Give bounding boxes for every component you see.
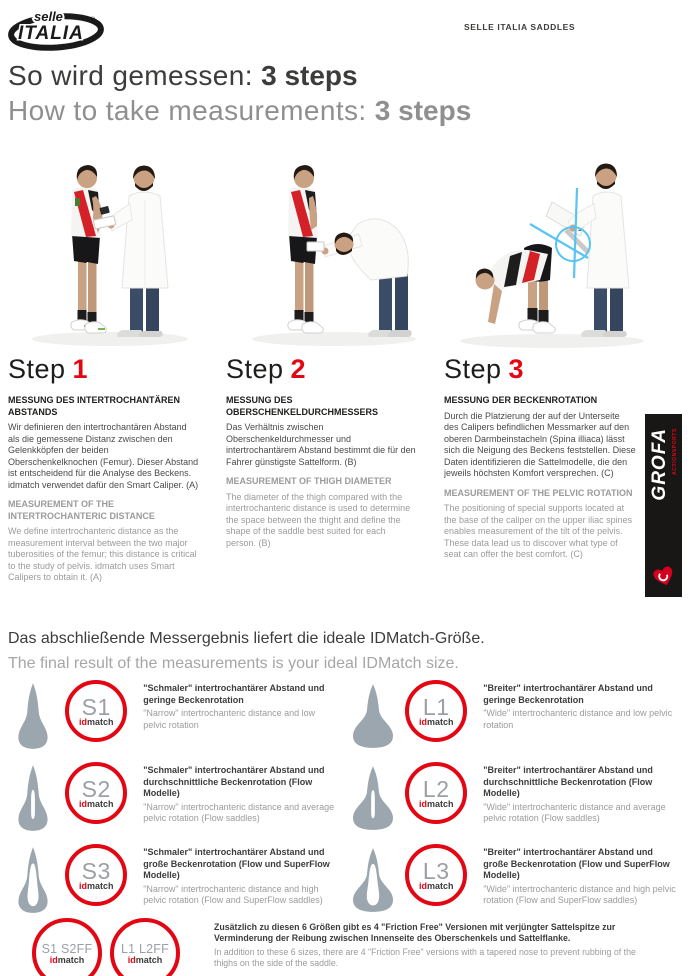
size-s2-german: "Schmaler" intertrochantärer Abstand und durchschnittliche Beckenrotation (Flow Modelle) [143,765,325,798]
photo-step-2-thigh [219,138,424,352]
step-3-de-text: Durch die Platzierung der auf der Unterseite des Calipers befindlichen Messmarker auf den oberen Darmbeinstacheln (Spina illiaca) lässt sich die Neigung des Beckens feststellen. Diese Daten identifizieren die Sattelmodelle, die den jeweils höchsten Komfort versprechen. (C) [444,410,636,478]
step-3-de-heading: MESSUNG DER BECKENROTATION [444,395,598,405]
size-row-s3 [8,844,340,926]
size-s3-english: "Narrow" intertrochanteric distance and high pelvic rotation (Flow and SuperFlow saddles) [143,883,323,905]
title-english-normal: How to take measurements: [8,95,367,126]
idmatch-logo: idmatch [78,798,114,809]
selle-italia-logo [8,6,104,57]
logo-italia-text: ITALIA [18,23,84,44]
saddle-wide-solid-icon [349,682,397,750]
step-1-de-heading: MESSUNG DES INTERTROCHANTÄREN ABSTANDS [8,395,181,417]
result-english: The final result of the measurements is your ideal IDMatch size. [8,655,459,672]
step-2-de-text: Das Verhältnis zwischen Oberschenkeldurchmesser und intertrochantärem Abstand bestimmt die für den Fahrer günstigste Sattelform. (B) [226,422,416,467]
page-title [8,58,471,128]
logo-selle-text: selle [34,9,63,24]
step-3-en-text: The positioning of special supports located at the base of the caliper on the upper iliac spines enables measurement of the tilt of the pelvis. These data lead us to discover what type of seat can offer the best comfort. (C) [444,503,633,559]
crosshair-vertical-line [574,188,577,278]
photo-step-1-caliper [8,138,208,352]
size-badge-s3: S3 idmatch [65,844,127,906]
idmatch-logo: idmatch [127,954,163,965]
size-l3-german: "Breiter" intertrochantärer Abstand und große Beckenrotation (Flow und SuperFlow Modelle) [483,847,670,880]
title-german [8,58,471,93]
saddle-wide-superflow-icon [349,846,397,914]
size-row-l1 [348,680,680,762]
step-1-en-text: We define intertrochanteric distance as the measurement interval between the two major tuberosities of the femur; this distance is critical to the study of pelvis. idmatch uses Smart Calipers to obtain it. (A) [8,526,197,582]
step-3-column [444,352,636,584]
saddle-narrow-flow-icon [13,764,53,832]
idmatch-logo: idmatch [418,798,454,809]
grofa-sub-text: ACTIONSPORTS [672,428,678,475]
step-2-en-heading: MEASUREMENT OF THIGH DIAMETER [226,476,392,486]
step-2-heading: Step 2 [226,354,307,384]
size-s2-english: "Narrow" intertrochanteric distance and average pelvic rotation (Flow saddles) [143,801,335,823]
result-statement [8,626,485,676]
idmatch-logo: idmatch [78,880,114,891]
step-2-number: 2 [290,354,307,384]
friction-free-section [32,918,660,976]
size-s1-german: "Schmaler" intertrochantärer Abstand und geringe Beckenrotation [143,683,325,705]
step-2-de-heading: MESSUNG DES OBERSCHENKELDURCHMESSERS [226,395,379,417]
steps-section [8,352,636,584]
title-german-normal: So wird gemessen: [8,60,253,91]
saddle-narrow-solid-icon [13,682,53,750]
grofa-banner [645,414,682,597]
header-right-text: SELLE ITALIA SADDLES [464,22,576,32]
idmatch-logo: idmatch [78,716,114,727]
idmatch-logo: idmatch [418,880,454,891]
idmatch-logo: idmatch [49,954,85,965]
size-l1-english: "Wide" intertrochanteric distance and low pelvic rotation [483,708,673,730]
grofa-brand-text: GROFA [649,428,670,501]
size-l2-german: "Breiter" intertrochantärer Abstand und durchschnittliche Beckenrotation (Flow Modelle) [483,765,653,798]
size-l3-english: "Wide" intertrochanteric distance and high pelvic rotation (Flow and SuperFlow saddles) [483,883,676,905]
step-1-de-text: Wir definieren den intertrochantären Abstand als die gemessene Distanz zwischen den Gelenkköpfen der beiden Oberschenkelknochen (Femur). Dieser Abstand ist entscheidend für die Analyse des Beckens. idmatch verwendet dafür den Smart Caliper. (A) [8,422,199,490]
size-s3-german: "Schmaler" intertrochantärer Abstand und große Beckenrotation (Flow und SuperFlow Modelle) [143,847,330,880]
friction-badge-l: L1 L2FF idmatch [110,918,180,976]
friction-english: In addition to these 6 sizes, there are 4 "Friction Free" versions with a tapered nose to prevent rubbing of the thighs on the side of the saddle. [214,947,636,968]
size-row-l3 [348,844,680,926]
saddle-narrow-superflow-icon [13,846,53,914]
friction-badge-s: S1 S2FF idmatch [32,918,102,976]
friction-german: Zusätzlich zu diesen 6 Größen gibt es 4 "Friction Free" Versionen mit verjüngter Sattelspitze zur Verminderung der Reibung zwischen Innenseite des Oberschenkels und Sattelflanke. [214,922,616,943]
measurement-photos [8,138,664,352]
title-german-bold: 3 steps [261,60,358,91]
result-german: Das abschließende Messergebnis liefert die ideale IDMatch-Größe. [8,630,485,647]
step-1-heading: Step 1 [8,354,89,384]
photo-step-3-pelvis [434,138,664,352]
idmatch-logo: idmatch [418,716,454,727]
grofa-heart-icon [652,565,676,588]
size-badge-s2: S2 idmatch [65,762,127,824]
step-1-column [8,352,200,584]
size-badge-l3: L3 idmatch [405,844,467,906]
size-badge-l2: L2 idmatch [405,762,467,824]
step-1-en-heading: MEASUREMENT OF THE INTERTROCHANTERIC DISTANCE [8,499,155,521]
saddle-wide-flow-icon [349,764,397,832]
size-row-s2 [8,762,340,844]
size-badge-s1: S1 idmatch [65,680,127,742]
title-english [8,93,471,128]
title-english-bold: 3 steps [374,95,472,126]
size-badge-l1: L1 idmatch [405,680,467,742]
step-2-column [226,352,418,584]
step-2-en-text: The diameter of the thigh compared with the intertrochanteric distance is used to determine the space between the thight and define the shape of the saddle best suited for each person. (B) [226,491,411,548]
size-row-l2 [348,762,680,844]
step-3-number: 3 [508,354,525,384]
size-row-s1 [8,680,340,762]
size-l2-english: "Wide" intertrochanteric distance and average pelvic rotation (Flow saddles) [483,801,666,823]
sizes-grid [8,680,680,926]
svg-text:®: ® [90,17,96,24]
size-s1-english: "Narrow" intertrochanteric distance and low pelvic rotation [143,708,316,730]
step-3-heading: Step 3 [444,354,525,384]
step-3-en-heading: MEASUREMENT OF THE PELVIC ROTATION [444,487,633,498]
step-1-number: 1 [72,354,89,384]
size-l1-german: "Breiter" intertrochantärer Abstand und geringe Beckenrotation [483,683,653,705]
